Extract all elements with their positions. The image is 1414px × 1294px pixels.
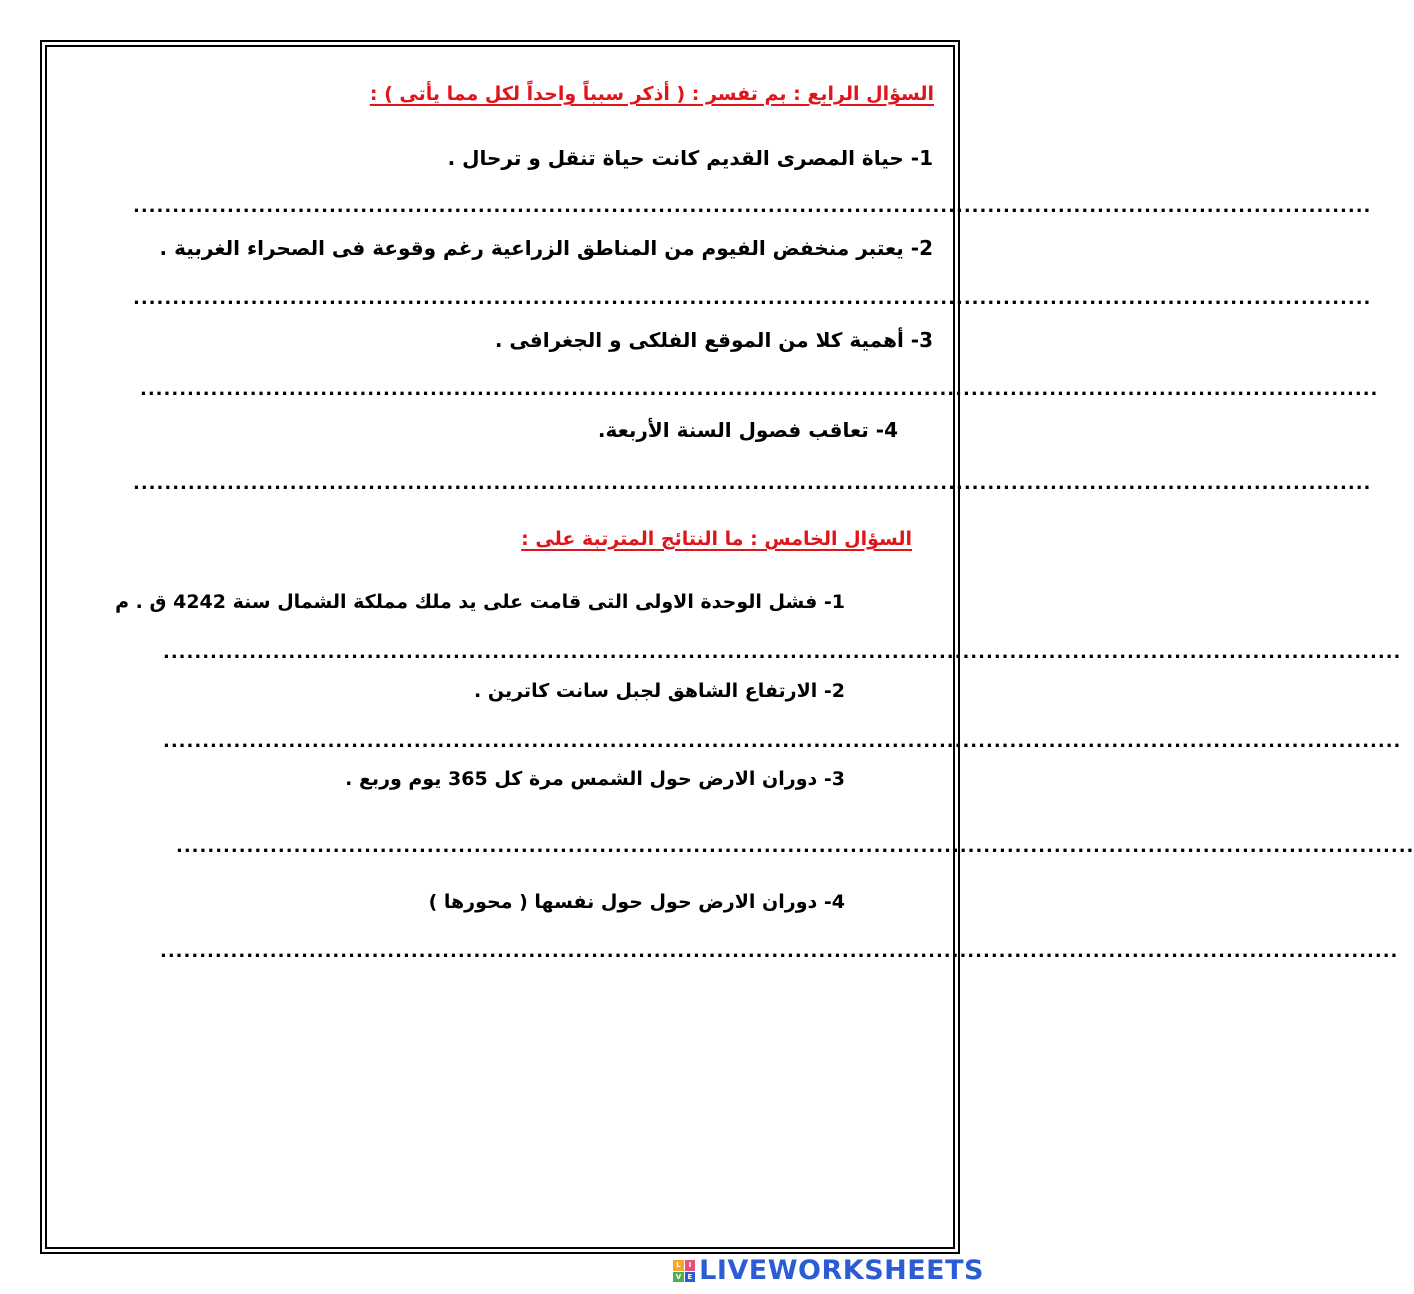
question-4-heading: السؤال الرابع : بم تفسر : ( أذكر سبباً واحداً لكل مما يأتى ) : xyxy=(369,83,934,105)
answer-line-4-1[interactable]: .............................................................................................................................................................. xyxy=(133,196,1372,217)
answer-line-5-2[interactable]: .............................................................................................................................................................. xyxy=(163,731,1402,752)
answer-line-5-4[interactable]: .............................................................................................................................................................. xyxy=(160,941,1399,962)
question-5-item-4: 4- دوران الارض حول حول نفسها ( محورها ) xyxy=(428,891,845,913)
question-5-item-2: 2- الارتفاع الشاهق لجبل سانت كاترين . xyxy=(474,680,845,702)
question-5-item-3: 3- دوران الارض حول الشمس مرة كل 365 يوم وربع . xyxy=(345,768,845,790)
answer-line-4-3[interactable]: .............................................................................................................................................................. xyxy=(140,379,1379,400)
question-5-item-1: 1- فشل الوحدة الاولى التى قامت على يد ملك مملكة الشمال سنة 4242 ق . م xyxy=(115,591,845,613)
logo-tile-i: I xyxy=(685,1260,696,1271)
logo-tile-v: V xyxy=(673,1272,684,1283)
liveworksheets-logo-text: LIVEWORKSHEETS xyxy=(699,1255,984,1286)
liveworksheets-logo-icon xyxy=(673,1260,695,1282)
question-4-item-3: 3- أهمية كلا من الموقع الفلكى و الجغرافى . xyxy=(494,328,933,352)
answer-line-4-4[interactable]: .............................................................................................................................................................. xyxy=(133,473,1372,494)
question-5-heading: السؤال الخامس : ما النتائج المترتبة على : xyxy=(521,528,912,550)
answer-line-4-2[interactable]: .............................................................................................................................................................. xyxy=(133,288,1372,309)
logo-tile-e: E xyxy=(685,1272,696,1283)
liveworksheets-logo xyxy=(673,1255,984,1287)
question-4-item-1: 1- حياة المصرى القديم كانت حياة تنقل و ترحال . xyxy=(447,146,933,170)
question-4-item-4: 4- تعاقب فصول السنة الأربعة. xyxy=(597,418,898,442)
question-4-item-2: 2- يعتبر منخفض الفيوم من المناطق الزراعية رغم وقوعة فى الصحراء الغربية . xyxy=(159,236,933,260)
answer-line-5-3[interactable]: .............................................................................................................................................................. xyxy=(176,836,1414,857)
logo-tile-l: L xyxy=(673,1260,684,1271)
answer-line-5-1[interactable]: .............................................................................................................................................................. xyxy=(163,642,1402,663)
